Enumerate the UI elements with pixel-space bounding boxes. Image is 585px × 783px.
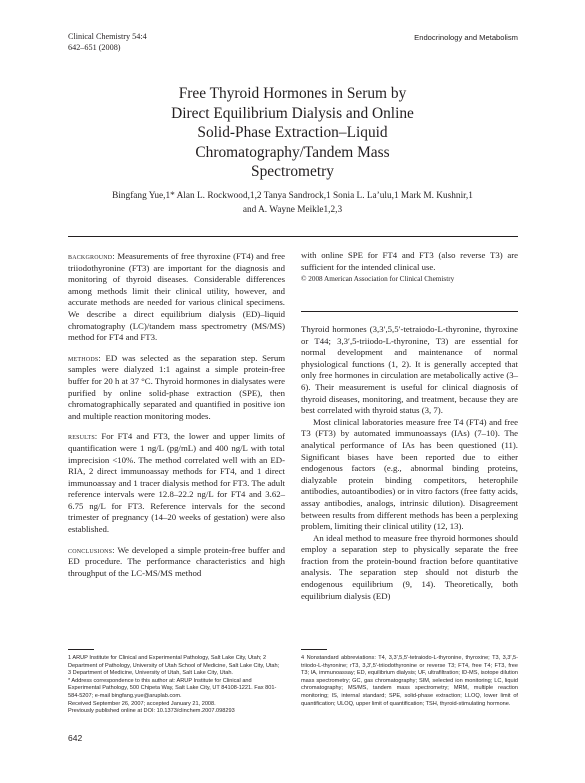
section-label: Endocrinology and Metabolism	[414, 33, 518, 42]
journal-name: Clinical Chemistry 54:4	[68, 32, 147, 41]
abstract-background	[68, 251, 285, 344]
abbreviations-text: 4 Nonstandard abbreviations: T4, 3,3′,5,5′-tetraiodo-L-thyronine, thyroxine; T3, 3,3′,5-triiodo-L-thyronine; rT3, 3,3′,5′-triiodothyronine or reverse T3; FT4, free T4; FT3, free T3; IA, immunoassay; ED, equilibrium dialysis; UF, ultrafiltration; ID-MS, isotope dilution mass spectrometry; GC, gas chromatography; SIM, selected ion monitoring; LC, liquid chromatography; MS/MS, tandem mass spectrometry; MRM, multiple reaction monitoring; IS, internal standard; SPE, solid-phase extraction; LLOQ, lower limit of quantification; ULOQ, upper limit of quantification; TSH, thyroid-stimulating hormone.	[301, 655, 518, 707]
title-line: Solid-Phase Extraction–Liquid	[197, 124, 388, 142]
journal-citation	[68, 31, 147, 53]
title-line: Free Thyroid Hormones in Serum by	[178, 85, 407, 102]
abstract-divider	[301, 311, 518, 312]
body-paragraph: Most clinical laboratories measure free T4 (FT4) and free T3 (FT3) by automated immunoassays (IAs) (7–10). The analytical performance of IAs has been questioned (11). Significant biases have been reported due to either endogenous factors (e.g., abnormal binding proteins, dialyzable protein binding competitors, heterophile antibodies, autoantibodies) or in vitro factors (free fatty acids, assay antibodies, analogs, intrinsic dilution). Disagreement between results from different methods has been a perplexing problem, limiting their clinical utility (12, 13).	[301, 416, 518, 532]
section-text: We developed a simple protein-free buffer and ED procedure. The performance characteristics and high throughput of the LC-MS/MS method	[68, 544, 285, 578]
abstract-methods	[68, 353, 285, 423]
affiliation-footnotes	[68, 655, 283, 716]
authors-line: and A. Wayne Meikle1,2,3	[242, 204, 343, 215]
correspondence: * Address correspondence to this author at: ARUP Institute for Clinical and Experimental Pathology, 500 Chipeta Way, Salt Lake City, UT 84108-1221. Fax 801-584-5207; e-mail bingfang.yue@aruplab.com.	[68, 677, 277, 699]
article-title	[40, 84, 545, 182]
section-label: results:	[68, 432, 98, 442]
title-line: Chromatography/Tandem Mass	[195, 143, 390, 161]
section-text: ED was selected as the separation step. Serum samples were dialyzed 1:1 against a simple protein-free buffer for 20 h at 37 °C. Thyroid hormones in dialysates were purified by online solid-phase extraction (SPE), then chromatographically separated and quantified in positive ion and multiple reaction monitoring modes.	[68, 352, 286, 421]
abbreviations-footnote	[301, 655, 518, 708]
section-text: For FT4 and FT3, the lower and upper limits of quantification were 1 ng/L (pg/mL) and 400 ng/L with total imprecision <10%. The method correlated well with an ED-RIA, 2 direct immunoassay methods for FT4, and 1 direct immunoassay and 1 tracer dialysis method for FT3. The adult reference intervals were 12.8–22.2 ng/L for FT4 and 3.62–6.75 ng/L for FT3. Reference intervals for the second trimester of pregnancy (14–20 weeks of gestation) were also established.	[68, 431, 286, 535]
page-number: 642	[68, 733, 83, 743]
abstract-results	[68, 431, 285, 535]
section-label: background:	[68, 252, 115, 261]
title-line: Direct Equilibrium Dialysis and Online	[171, 104, 414, 122]
body-text	[301, 324, 518, 602]
footnote-rule	[68, 649, 94, 650]
title-line: Spectrometry	[251, 163, 334, 181]
footnote-rule	[301, 649, 327, 650]
section-text: Measurements of free thyroxine (FT4) and free triiodothyronine (FT3) are important for the diagnosis and monitoring of thyroid diseases. Considerable differences among methods limit their clinical utility, however, and accurate methods are needed for various clinical specimens. We describe a direct equilibrium dialysis (ED)–liquid chromatography (LC)/tandem mass spectrometry (MS/MS) method for FT4 and FT3.	[68, 251, 285, 343]
title-divider	[68, 236, 518, 237]
abstract-conclusions	[68, 545, 285, 580]
copyright-notice: © 2008 American Association for Clinical Chemistry	[301, 275, 455, 284]
section-label: conclusions:	[68, 545, 115, 555]
abstract-continuation	[301, 250, 518, 286]
abstract-column	[68, 251, 285, 579]
abstract-continued-text: with online SPE for FT4 and FT3 (also reverse T3) are sufficient for the intended clinical use.	[301, 250, 518, 272]
author-list	[55, 190, 530, 217]
journal-pages: 642–651 (2008)	[68, 43, 121, 52]
section-label: methods:	[68, 353, 101, 363]
doi-line: Previously published online at DOI: 10.1373/clinchem.2007.098293	[68, 708, 235, 715]
body-paragraph: An ideal method to measure free thyroid hormones should employ a separation step to physically separate the free fraction from the protein-bound fraction before quantitative analysis. The separation step should not disturb the endogenous equilibrium (9, 14). Theoretically, both equilibrium dialysis (ED)	[301, 532, 518, 601]
body-paragraph: Thyroid hormones (3,3′,5,5′-tetraiodo-L-thyronine, thyroxine or T44; 3,3′,5-triiodo-L-thyronine, T3) are essential for normal development and maintenance of normal physiological functions (1, 2). It is generally accepted that only free hormones in circulation are metabolically active (3–6). Their measurement is useful for clinical diagnosis of thyroid diseases, monitoring, and treatment, because they are best correlated with thyroid status (3, 7).	[301, 324, 518, 416]
authors-line: Bingfang Yue,1* Alan L. Rockwood,1,2 Tanya Sandrock,1 Sonia L. La’ulu,1 Mark M. Kushnir,1	[112, 191, 473, 201]
affiliations: 1 ARUP Institute for Clinical and Experimental Pathology, Salt Lake City, Utah; 2 Department of Pathology, University of Utah School of Medicine, Salt Lake City, Utah; 3 Department of Medicine, University of Utah, Salt Lake City, Utah.	[68, 655, 280, 677]
received-dates: Received September 26, 2007; accepted January 21, 2008.	[68, 700, 216, 707]
